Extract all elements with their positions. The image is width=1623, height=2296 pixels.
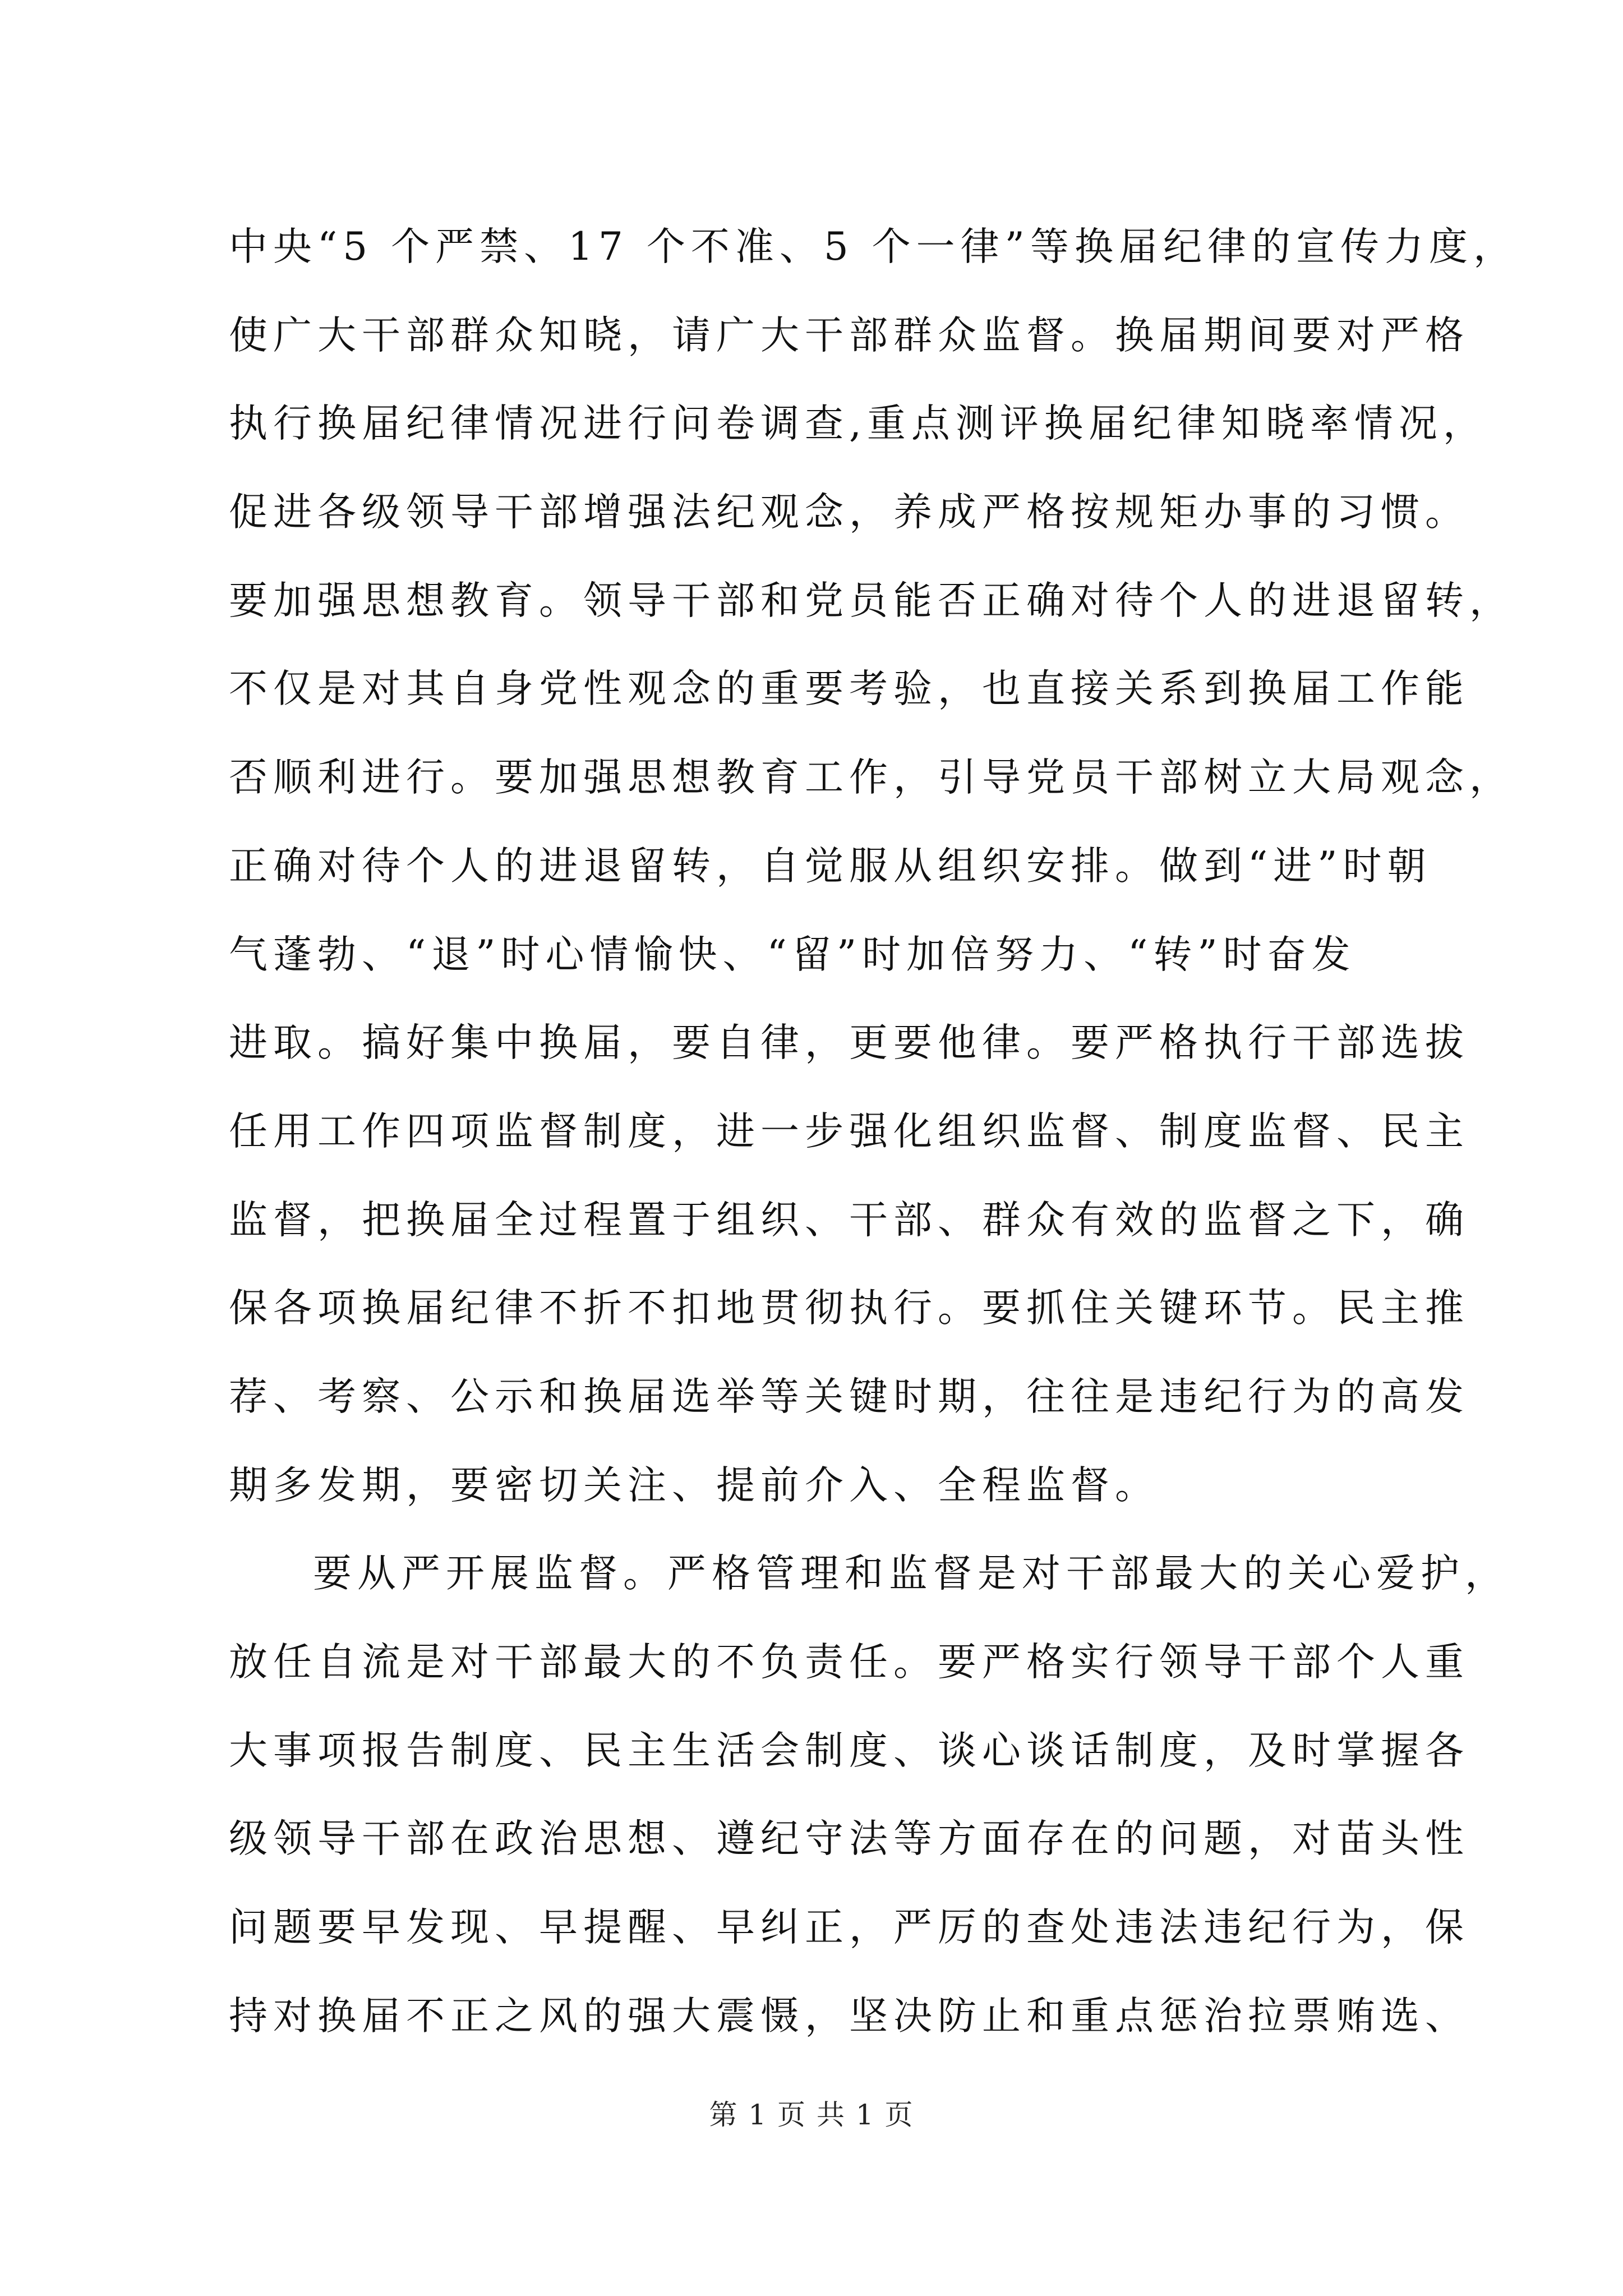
text-line: 放任自流是对干部最大的不负责任。要严格实行领导干部个人重 <box>229 1640 1469 1685</box>
text-line: 促进各级领导干部增强法纪观念，养成严格按规矩办事的习惯。 <box>229 490 1469 535</box>
text-line: 问题要早发现、早提醒、早纠正，严厉的查处违法违纪行为，保 <box>229 1905 1469 1950</box>
text-line: 进取。搞好集中换届，要自律，更要他律。要严格执行干部选拔 <box>229 1020 1469 1066</box>
text-line: 气蓬勃、“退”时心情愉快、“留”时加倍努力、“转”时奋发 <box>229 932 1356 977</box>
text-line: 持对换届不正之风的强大震慑，坚决防止和重点惩治拉票贿选、 <box>229 1993 1469 2039</box>
text-line: 大事项报告制度、民主生活会制度、谈心谈话制度，及时掌握各 <box>229 1728 1469 1773</box>
text-line: 荐、考察、公示和换届选举等关键时期，往往是违纪行为的高发 <box>229 1374 1469 1419</box>
text-line: 执行换届纪律情况进行问卷调查,重点测评换届纪律知晓率情况， <box>229 401 1487 447</box>
paragraph-2 <box>229 1530 1509 2060</box>
text-line: 保各项换届纪律不折不扣地贯彻执行。要抓住关键环节。民主推 <box>229 1286 1469 1331</box>
text-line: 使广大干部群众知晓，请广大干部群众监督。换届期间要对严格 <box>229 312 1469 358</box>
text-line: 期多发期，要密切关注、提前介入、全程监督。 <box>229 1462 1159 1508</box>
text-line: 任用工作四项监督制度，进一步强化组织监督、制度监督、民主 <box>229 1108 1469 1154</box>
text-line: 监督，把换届全过程置于组织、干部、群众有效的监督之下，确 <box>229 1197 1469 1243</box>
document-body <box>229 203 1518 2060</box>
text-line: 要从严开展监督。严格管理和监督是对干部最大的关心爱护， <box>313 1551 1509 1596</box>
page-number-footer: 第 1 页 共 1 页 <box>709 2099 914 2131</box>
text-line: 不仅是对其自身党性观念的重要考验，也直接关系到换届工作能 <box>229 666 1469 712</box>
text-line: 级领导干部在政治思想、遵纪守法等方面存在的问题，对苗头性 <box>229 1816 1469 1862</box>
text-line: 否顺利进行。要加强思想教育工作，引导党员干部树立大局观念， <box>229 755 1514 800</box>
text-line: 要加强思想教育。领导干部和党员能否正确对待个人的进退留转， <box>229 578 1514 623</box>
text-line: 中央“5 个严禁、17 个不准、5 个一律”等换届纪律的宣传力度， <box>229 224 1518 269</box>
text-line: 正确对待个人的进退留转，自觉服从组织安排。做到“进”时朝 <box>229 843 1432 889</box>
paragraph-1 <box>229 203 1518 1530</box>
